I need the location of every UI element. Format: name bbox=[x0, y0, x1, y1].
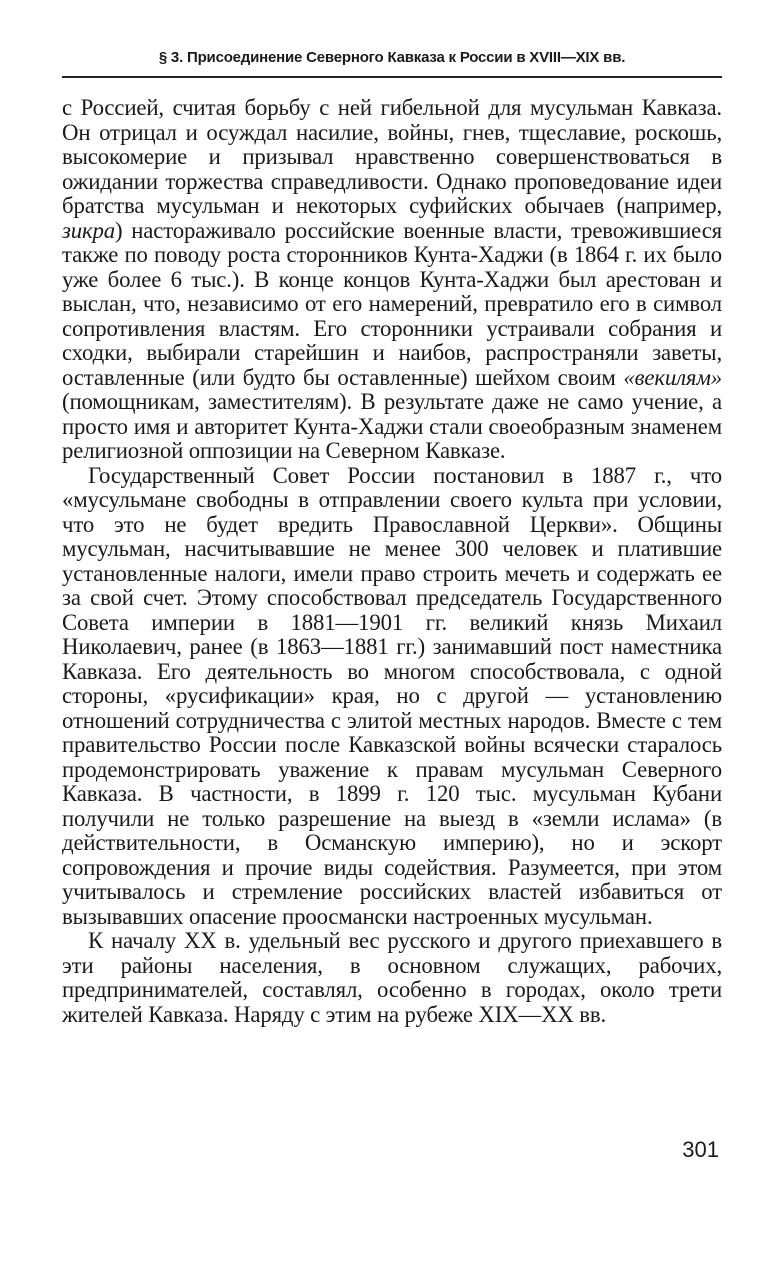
paragraph-3-text: К началу XX в. удельный вес русского и другого приехавшего в эти районы населения, в основном служащих, рабочих, предпринимателей, составлял, особенно в городах, около трети жителей Кавказа. Наряду с этим на рубеже XIX—XX вв. bbox=[62, 928, 722, 1027]
paragraph-1-term-zikr: зикра bbox=[62, 217, 116, 243]
running-header-title: § 3. Присоединение Северного Кавказа к России в XVIII—XIX вв. bbox=[158, 49, 626, 66]
paragraph-3 bbox=[62, 929, 722, 1027]
running-header bbox=[62, 44, 722, 78]
main-text bbox=[62, 96, 722, 1027]
paragraph-1-term-vekil: «векилям» bbox=[623, 364, 722, 390]
paragraph-2 bbox=[62, 464, 722, 930]
paragraph-1 bbox=[62, 96, 722, 464]
paragraph-1-part-3: ) настораживало российские военные власти, тревожившиеся также по поводу роста сторонников Кунта-Хаджи (в 1864 г. их было уже более 6 тыс.). В конце концов Кунта-Хаджи был арестован и выслан, что, независимо от его намерений, превратило его в символ сопротивления властям. Его сторонники устраивали собрания и сходки, выбирали старейшин и наибов, распространяли заветы, оставленные (или будто бы оставленные) шейхом своим bbox=[62, 217, 722, 390]
paragraph-2-text: Государственный Совет России постановил в 1887 г., что «мусульмане свободны в отправлении своего культа при условии, что это не будет вредить Православной Церкви». Общины мусульман, насчитывавшие не менее 300 человек и платившие установленные налоги, имели право строить мечеть и содержать ее за свой счет. Этому способствовал председатель Государственного Совета империи в 1881—1901 гг. великий князь Михаил Николаевич, ранее (в 1863—1881 гг.) занимавший пост наместника Кавказа. Его деятельность во многом способствовала, с одной стороны, «русификации» края, но с другой — установлению отношений сотрудничества с элитой местных народов. Вместе с тем правительство России после Кавказской войны всячески старалось продемонстрировать уважение к правам мусульман Северного Кавказа. В частности, в 1899 г. 120 тыс. мусульман Кубани получили не только разрешение на выезд в «земли ислама» (в действительности, в Османскую империю), но и эскорт сопровождения и прочие виды содействия. Разумеется, при этом учитывалось и стремление российских властей избавиться от вызывавших опасение проосмански настроенных мусульман. bbox=[62, 462, 722, 929]
paragraph-1-part-1: с Россией, считая борьбу с ней гибельной для мусульман Кавказа. Он отрицал и осуждал насилие, войны, гнев, тщеславие, роскошь, высокомерие и призывал нравственно совершенствоваться в ожидании торжества справедливости. Однако проповедование идеи братства мусульман и некоторых суфийских обычаев (например, bbox=[62, 95, 722, 218]
page-number: 301 bbox=[682, 1137, 719, 1162]
paragraph-1-part-5: (помощникам, заместителям). В результате даже не само учение, а просто имя и авторитет Кунта-Хаджи стали своеобразным знаменем религиозной оппозиции на Северном Кавказе. bbox=[62, 389, 722, 463]
